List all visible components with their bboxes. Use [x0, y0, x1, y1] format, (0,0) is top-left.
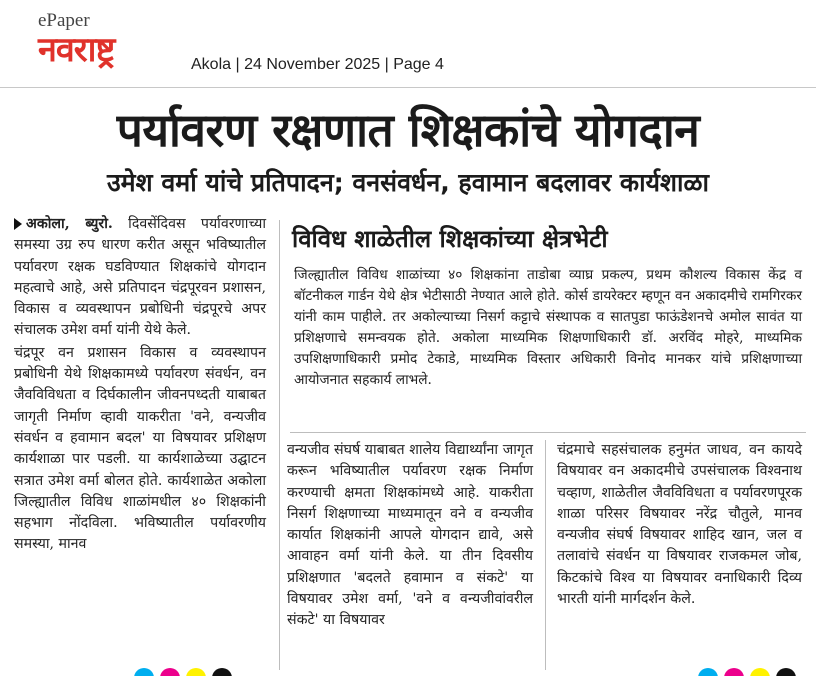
registration-mark	[776, 668, 796, 676]
column-divider	[545, 440, 546, 670]
registration-mark	[160, 668, 180, 676]
edition-info: Akola | 24 November 2025 | Page 4	[191, 56, 444, 73]
registration-mark	[212, 668, 232, 676]
box-divider	[290, 432, 806, 433]
article-column-right	[557, 440, 802, 610]
article-column-left	[14, 214, 266, 556]
box-paragraph: जिल्ह्यातील विविध शाळांच्या ४० शिक्षकांना ताडोबा व्याघ्र प्रकल्प, प्रथम कौशल्य विकास केंद्र व बॉटनीकल गार्डन येथे क्षेत्र भेटीसाठी नेण्यात आले होते. कोर्स डायरेक्टर म्हणून वन अकादमीचे रामगिरकर यांनी काम पाहीले. तर अकोल्याच्या निसर्ग कट्टाचे संस्थापक व सातपुडा फाऊंडेशनचे अमोल सावंत या प्रशिक्षणाचे समन्वयक होते. अकोला माध्यमिक शिक्षणाधिकारी डॉ. अरविंद मोहरे, माध्यमिक उपशिक्षणाधिकारी प्रमोद टेकाडे, माध्यमिक विस्तार अधिकारी विनोद मानकर यांचे प्रशिक्षणाच्या आयोजनात सहकार्य लाभले.	[294, 267, 802, 389]
registration-mark	[724, 668, 744, 676]
box-headline: विविध शाळेतील शिक्षकांच्या क्षेत्रभेटी	[292, 225, 608, 253]
masthead	[0, 0, 816, 88]
column-divider	[279, 220, 280, 670]
right-paragraph: चंद्रमाचे सहसंचालक हनुमंत जाधव, वन कायदे विषयावर वन अकादमीचे उपसंचालक विश्वनाथ चव्हाण, शाळेतील जैवविविधता व पर्यावरणपूरक शाळा परिसर विषयावर नरेंद्र चौतुले, मानव वन्यजीव संघर्ष विषयावर शाहिद खान, जल व तलावांचे संवर्धन या विषयावर राजकमल जोब, किटकांचे विश्व या विषयावर वनाधिकारी दिव्य भारती यांनी मार्गदर्शन केले.	[557, 442, 802, 608]
registration-mark	[134, 668, 154, 676]
paragraph-2: चंद्रपूर वन प्रशासन विकास व व्यवस्थापन प्रबोधिनी येथे शिक्षकामध्ये पर्यावरण संवर्धन, वन जैवविविधता व दिर्घकालीन जीवनपध्दती याबाबत जागृती निर्माण व्हावी याकरीता 'वने, वन्यजीव संवर्धन व हवामान बदल' या विषयावर प्रशिक्षण कार्यशाळा पार पडली. या कार्यशाळेच्या उद्घाटन सत्रात उमेश वर्मा बोलत होते. कार्यशाळेत अकोला जिल्ह्यातील विविध शाळांमधील ४० शिक्षकांनी सहभाग नोंदविला. भविष्यातील पर्यावरणीय समस्या, मानव	[14, 344, 266, 553]
bullet-arrow-icon	[14, 218, 22, 230]
registration-mark	[186, 668, 206, 676]
epaper-label: ePaper	[38, 10, 90, 31]
brand-logo[interactable]: नवराष्ट्र	[38, 30, 115, 70]
paragraph-1-text: दिवसेंदिवस पर्यावरणाच्या समस्या उग्र रुप धारण करीत असून भविष्यातील पर्यावरण रक्षक घडविण्यात शिक्षकांचे योगदान महत्वाचे आहे, असे प्रतिपादन चंद्रपूरवन प्रशासन, विकास व व्यवस्थापन प्रबोधिनी चंद्रपूरचे अपर संचालक उमेश वर्मा यांनी येथे केले.	[14, 216, 266, 339]
paragraph-1	[14, 214, 266, 342]
article-subheadline: उमेश वर्मा यांचे प्रतिपादन; वनसंवर्धन, हवामान बदलावर कार्यशाळा	[106, 168, 710, 197]
header-divider	[0, 87, 816, 88]
article-headline: पर्यावरण रक्षणात शिक्षकांचे योगदान	[116, 103, 700, 157]
box-text	[294, 265, 802, 392]
registration-mark	[750, 668, 770, 676]
article-column-middle	[287, 440, 533, 632]
registration-mark	[698, 668, 718, 676]
dateline: अकोला, ब्युरो.	[26, 216, 113, 232]
middle-paragraph: वन्यजीव संघर्ष याबाबत शालेय विद्यार्थ्यांना जागृत करून भविष्यातील पर्यावरण रक्षक निर्माण करण्याची क्षमता शिक्षकांमध्ये आहे. याकरीता निसर्ग शिक्षणाच्या माध्यमातून वने व वन्यजीव कार्यात शिक्षकांनी आपले योगदान द्यावे, असे आवाहन वर्मा यांनी केले. या तीन दिवसीय प्रशिक्षणात 'बदलते हवामान व संकटे' या विषयावर उमेश वर्मा, 'वने व वन्यजीवांवरील संकटे' या विषयावर	[287, 442, 533, 629]
